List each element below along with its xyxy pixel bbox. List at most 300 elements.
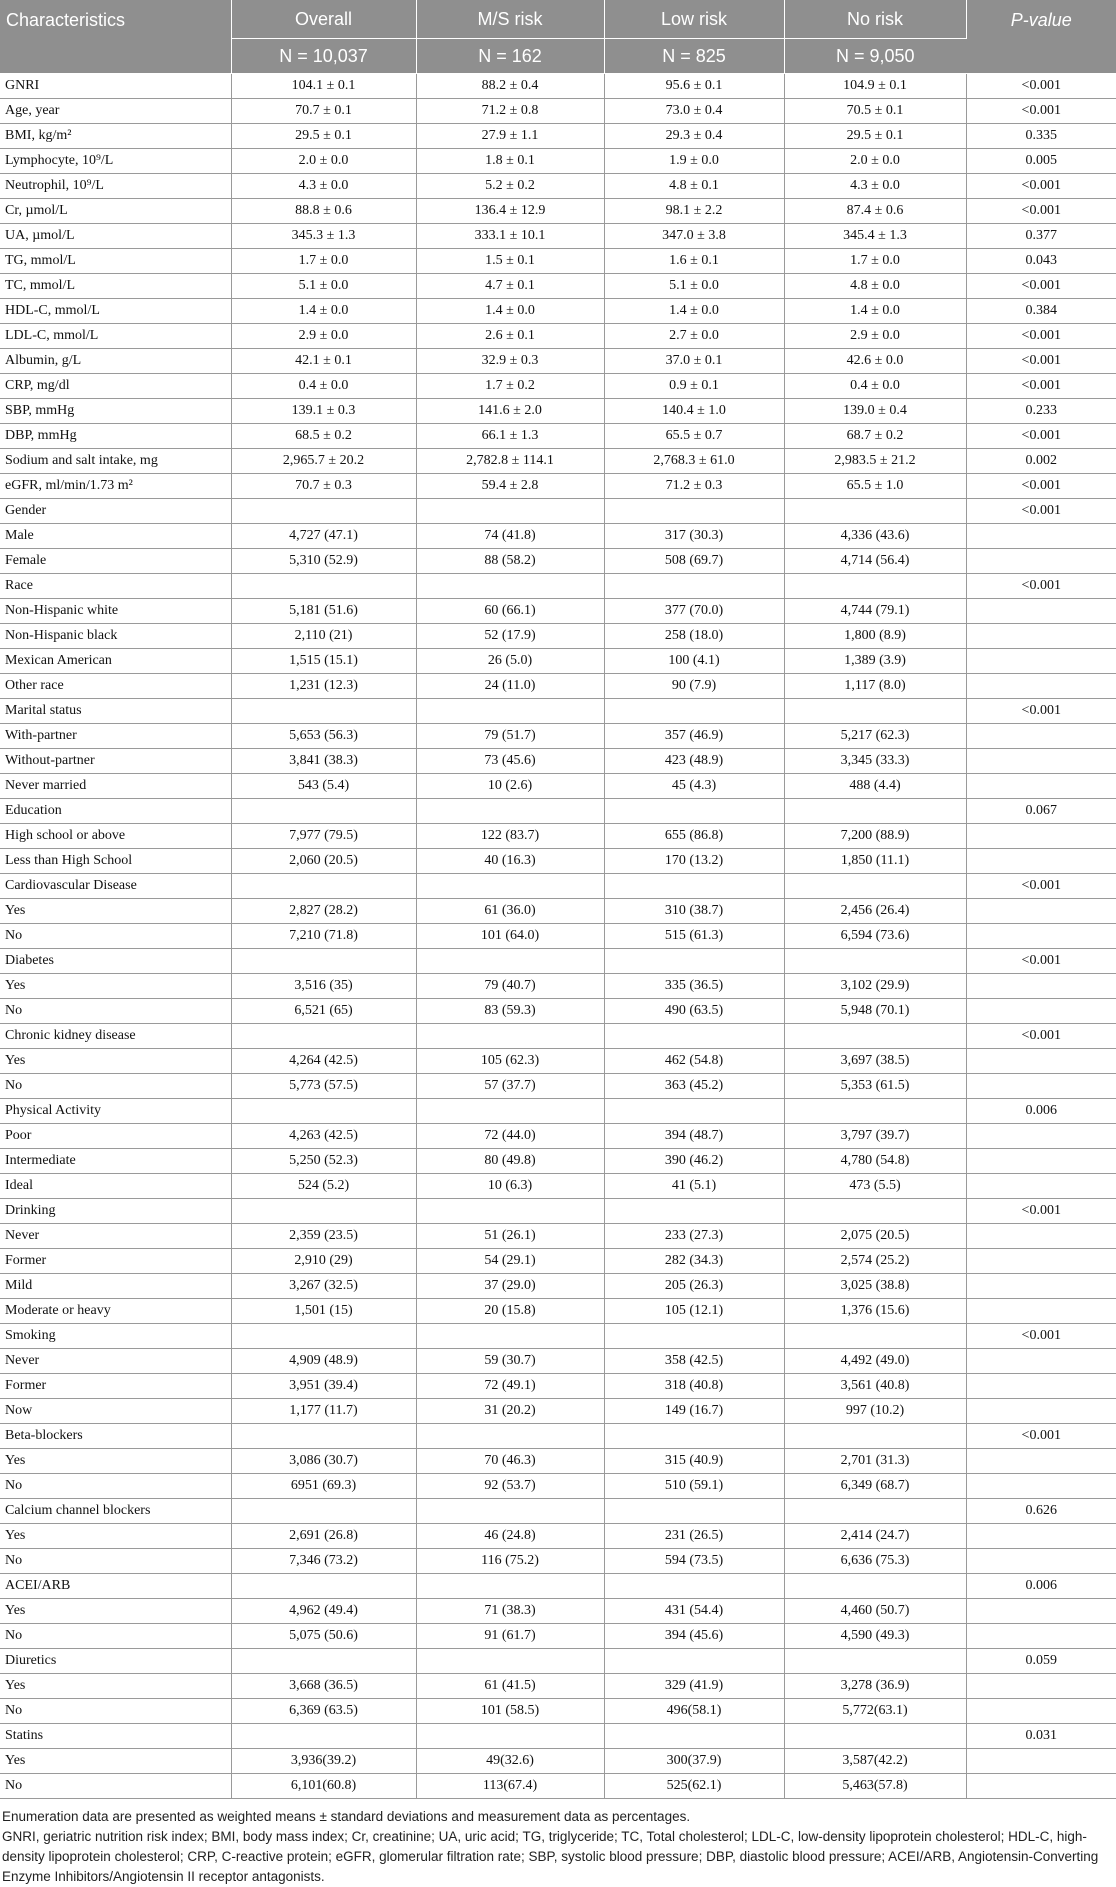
cell-low-risk [604, 874, 784, 899]
table-row [0, 1174, 1116, 1199]
cell-no-risk: 4,492 (49.0) [784, 1349, 966, 1374]
row-label: Former [0, 1374, 231, 1399]
cell-low-risk: 37.0 ± 0.1 [604, 349, 784, 374]
header-characteristics: Characteristics [0, 0, 231, 74]
cell-ms-risk: 61 (36.0) [416, 899, 604, 924]
cell-ms-risk: 54 (29.1) [416, 1249, 604, 1274]
row-label: Yes [0, 1674, 231, 1699]
row-label: Diuretics [0, 1649, 231, 1674]
cell-p-value [966, 1474, 1116, 1499]
table-row [0, 1699, 1116, 1724]
cell-p-value [966, 1149, 1116, 1174]
cell-low-risk: 1.9 ± 0.0 [604, 149, 784, 174]
cell-overall: 3,668 (36.5) [231, 1674, 416, 1699]
row-label: Smoking [0, 1324, 231, 1349]
table-row [0, 999, 1116, 1024]
row-label: Ideal [0, 1174, 231, 1199]
cell-low-risk [604, 949, 784, 974]
cell-no-risk [784, 1199, 966, 1224]
cell-overall [231, 574, 416, 599]
cell-p-value [966, 1399, 1116, 1424]
cell-ms-risk: 88 (58.2) [416, 549, 604, 574]
cell-low-risk: 510 (59.1) [604, 1474, 784, 1499]
cell-p-value [966, 1174, 1116, 1199]
cell-overall: 2.0 ± 0.0 [231, 149, 416, 174]
cell-low-risk: 394 (48.7) [604, 1124, 784, 1149]
cell-no-risk: 1,376 (15.6) [784, 1299, 966, 1324]
cell-low-risk: 1.4 ± 0.0 [604, 299, 784, 324]
cell-overall: 5,075 (50.6) [231, 1624, 416, 1649]
cell-p-value: <0.001 [966, 349, 1116, 374]
cell-overall: 2.9 ± 0.0 [231, 324, 416, 349]
table-row [0, 724, 1116, 749]
table-row [0, 899, 1116, 924]
cell-low-risk: 335 (36.5) [604, 974, 784, 999]
cell-overall: 6,101(60.8) [231, 1774, 416, 1799]
cell-overall: 524 (5.2) [231, 1174, 416, 1199]
cell-low-risk: 170 (13.2) [604, 849, 784, 874]
row-label: Neutrophil, 10⁹/L [0, 174, 231, 199]
row-label: No [0, 1549, 231, 1574]
cell-overall: 345.3 ± 1.3 [231, 224, 416, 249]
table-row [0, 1124, 1116, 1149]
cell-p-value [966, 1374, 1116, 1399]
cell-overall: 7,977 (79.5) [231, 824, 416, 849]
cell-overall: 42.1 ± 0.1 [231, 349, 416, 374]
cell-low-risk: 140.4 ± 1.0 [604, 399, 784, 424]
cell-no-risk: 488 (4.4) [784, 774, 966, 799]
cell-ms-risk: 26 (5.0) [416, 649, 604, 674]
cell-overall: 3,936(39.2) [231, 1749, 416, 1774]
table-row [0, 349, 1116, 374]
table-row [0, 1374, 1116, 1399]
table-row [0, 1224, 1116, 1249]
cell-p-value: 0.006 [966, 1099, 1116, 1124]
cell-low-risk [604, 574, 784, 599]
cell-ms-risk: 66.1 ± 1.3 [416, 424, 604, 449]
cell-p-value: <0.001 [966, 324, 1116, 349]
cell-p-value [966, 849, 1116, 874]
table-row [0, 824, 1116, 849]
row-label: Yes [0, 899, 231, 924]
row-label: GNRI [0, 74, 231, 99]
cell-p-value [966, 674, 1116, 699]
table-row [0, 1474, 1116, 1499]
cell-no-risk [784, 499, 966, 524]
cell-ms-risk [416, 1424, 604, 1449]
cell-no-risk [784, 1574, 966, 1599]
cell-no-risk: 4,714 (56.4) [784, 549, 966, 574]
header-low-risk: Low risk [604, 0, 784, 39]
table-row [0, 1599, 1116, 1624]
table-row [0, 1399, 1116, 1424]
table-row [0, 424, 1116, 449]
cell-low-risk: 315 (40.9) [604, 1449, 784, 1474]
cell-low-risk: 390 (46.2) [604, 1149, 784, 1174]
cell-no-risk: 2,574 (25.2) [784, 1249, 966, 1274]
header-overall: Overall [231, 0, 416, 39]
cell-no-risk: 5,948 (70.1) [784, 999, 966, 1024]
cell-overall: 5,250 (52.3) [231, 1149, 416, 1174]
table-row [0, 499, 1116, 524]
cell-overall: 2,691 (26.8) [231, 1524, 416, 1549]
cell-overall: 5,653 (56.3) [231, 724, 416, 749]
row-label: Now [0, 1399, 231, 1424]
cell-p-value [966, 1124, 1116, 1149]
cell-no-risk: 1,800 (8.9) [784, 624, 966, 649]
row-label: Marital status [0, 699, 231, 724]
cell-overall: 0.4 ± 0.0 [231, 374, 416, 399]
cell-low-risk: 2,768.3 ± 61.0 [604, 449, 784, 474]
cell-ms-risk: 80 (49.8) [416, 1149, 604, 1174]
cell-low-risk [604, 1324, 784, 1349]
row-label: Yes [0, 1599, 231, 1624]
row-label: Beta-blockers [0, 1424, 231, 1449]
cell-low-risk: 45 (4.3) [604, 774, 784, 799]
row-label: HDL-C, mmol/L [0, 299, 231, 324]
cell-no-risk: 7,200 (88.9) [784, 824, 966, 849]
cell-overall: 4,727 (47.1) [231, 524, 416, 549]
row-label: No [0, 1699, 231, 1724]
cell-p-value [966, 1774, 1116, 1799]
cell-ms-risk: 72 (44.0) [416, 1124, 604, 1149]
cell-low-risk: 490 (63.5) [604, 999, 784, 1024]
cell-ms-risk [416, 1099, 604, 1124]
table-row [0, 149, 1116, 174]
cell-ms-risk: 4.7 ± 0.1 [416, 274, 604, 299]
table-row [0, 99, 1116, 124]
cell-overall: 70.7 ± 0.1 [231, 99, 416, 124]
cell-overall: 1.4 ± 0.0 [231, 299, 416, 324]
cell-low-risk: 5.1 ± 0.0 [604, 274, 784, 299]
table-row [0, 1499, 1116, 1524]
cell-p-value [966, 649, 1116, 674]
cell-low-risk: 310 (38.7) [604, 899, 784, 924]
cell-ms-risk: 32.9 ± 0.3 [416, 349, 604, 374]
table-row [0, 1249, 1116, 1274]
cell-ms-risk: 71 (38.3) [416, 1599, 604, 1624]
cell-p-value: 0.059 [966, 1649, 1116, 1674]
cell-no-risk: 4,460 (50.7) [784, 1599, 966, 1624]
row-label: Never [0, 1224, 231, 1249]
row-label: Female [0, 549, 231, 574]
cell-no-risk: 1,389 (3.9) [784, 649, 966, 674]
row-label: ACEI/ARB [0, 1574, 231, 1599]
cell-no-risk [784, 1024, 966, 1049]
cell-overall: 2,060 (20.5) [231, 849, 416, 874]
footnote-data-presentation: Enumeration data are presented as weighted means ± standard deviations and measurement data as percentages. [2, 1809, 691, 1824]
table-row [0, 324, 1116, 349]
cell-no-risk: 3,345 (33.3) [784, 749, 966, 774]
cell-overall [231, 1424, 416, 1449]
cell-no-risk [784, 1649, 966, 1674]
cell-no-risk: 3,025 (38.8) [784, 1274, 966, 1299]
cell-ms-risk: 24 (11.0) [416, 674, 604, 699]
row-label: Gender [0, 499, 231, 524]
row-label: TG, mmol/L [0, 249, 231, 274]
row-label: High school or above [0, 824, 231, 849]
cell-p-value: 0.031 [966, 1724, 1116, 1749]
cell-p-value: 0.377 [966, 224, 1116, 249]
cell-overall [231, 1724, 416, 1749]
cell-ms-risk: 2,782.8 ± 114.1 [416, 449, 604, 474]
cell-overall [231, 1199, 416, 1224]
cell-low-risk: 105 (12.1) [604, 1299, 784, 1324]
header-no-risk: No risk [784, 0, 966, 39]
cell-low-risk: 65.5 ± 0.7 [604, 424, 784, 449]
cell-low-risk: 71.2 ± 0.3 [604, 474, 784, 499]
cell-no-risk: 2,075 (20.5) [784, 1224, 966, 1249]
table-row [0, 449, 1116, 474]
cell-low-risk [604, 1649, 784, 1674]
table-row [0, 674, 1116, 699]
cell-low-risk: 462 (54.8) [604, 1049, 784, 1074]
header-n-no-risk: N = 9,050 [784, 39, 966, 74]
cell-p-value: <0.001 [966, 574, 1116, 599]
cell-low-risk: 347.0 ± 3.8 [604, 224, 784, 249]
header-n-ms-risk: N = 162 [416, 39, 604, 74]
cell-ms-risk: 74 (41.8) [416, 524, 604, 549]
cell-ms-risk: 57 (37.7) [416, 1074, 604, 1099]
cell-ms-risk: 1.4 ± 0.0 [416, 299, 604, 324]
cell-p-value: <0.001 [966, 1424, 1116, 1449]
row-label: Poor [0, 1124, 231, 1149]
cell-no-risk: 6,349 (68.7) [784, 1474, 966, 1499]
cell-ms-risk [416, 1024, 604, 1049]
cell-p-value: <0.001 [966, 474, 1116, 499]
cell-low-risk [604, 1099, 784, 1124]
cell-no-risk: 2,414 (24.7) [784, 1524, 966, 1549]
cell-p-value: <0.001 [966, 1199, 1116, 1224]
cell-overall: 5,310 (52.9) [231, 549, 416, 574]
cell-p-value: <0.001 [966, 424, 1116, 449]
table-row [0, 1574, 1116, 1599]
cell-no-risk: 1.4 ± 0.0 [784, 299, 966, 324]
row-label: Non-Hispanic white [0, 599, 231, 624]
table-row [0, 799, 1116, 824]
cell-no-risk [784, 1324, 966, 1349]
cell-overall [231, 1649, 416, 1674]
cell-p-value [966, 1699, 1116, 1724]
table-row [0, 1099, 1116, 1124]
cell-p-value: 0.384 [966, 299, 1116, 324]
cell-ms-risk: 88.2 ± 0.4 [416, 74, 604, 99]
cell-overall: 4.3 ± 0.0 [231, 174, 416, 199]
cell-no-risk: 5,463(57.8) [784, 1774, 966, 1799]
cell-no-risk: 4.8 ± 0.0 [784, 274, 966, 299]
cell-no-risk: 2,456 (26.4) [784, 899, 966, 924]
cell-no-risk: 3,697 (38.5) [784, 1049, 966, 1074]
table-row [0, 599, 1116, 624]
cell-p-value: <0.001 [966, 174, 1116, 199]
cell-low-risk: 431 (54.4) [604, 1599, 784, 1624]
cell-p-value [966, 1274, 1116, 1299]
cell-p-value: <0.001 [966, 99, 1116, 124]
row-label: Cr, µmol/L [0, 199, 231, 224]
table-row [0, 1624, 1116, 1649]
cell-no-risk: 4.3 ± 0.0 [784, 174, 966, 199]
row-label: DBP, mmHg [0, 424, 231, 449]
row-label: Non-Hispanic black [0, 624, 231, 649]
row-label: No [0, 999, 231, 1024]
cell-no-risk: 5,772(63.1) [784, 1699, 966, 1724]
cell-overall: 1,515 (15.1) [231, 649, 416, 674]
table-row [0, 1349, 1116, 1374]
cell-p-value [966, 1599, 1116, 1624]
table-row [0, 1299, 1116, 1324]
table-row [0, 1549, 1116, 1574]
cell-no-risk: 4,336 (43.6) [784, 524, 966, 549]
table-row [0, 1024, 1116, 1049]
row-label: UA, µmol/L [0, 224, 231, 249]
cell-p-value [966, 1524, 1116, 1549]
cell-low-risk: 394 (45.6) [604, 1624, 784, 1649]
cell-low-risk: 231 (26.5) [604, 1524, 784, 1549]
cell-low-risk: 282 (34.3) [604, 1249, 784, 1274]
cell-overall: 2,110 (21) [231, 624, 416, 649]
cell-ms-risk: 52 (17.9) [416, 624, 604, 649]
table-row [0, 224, 1116, 249]
header-row [0, 0, 1116, 39]
row-label: Albumin, g/L [0, 349, 231, 374]
cell-ms-risk: 333.1 ± 10.1 [416, 224, 604, 249]
table-row [0, 399, 1116, 424]
cell-low-risk: 41 (5.1) [604, 1174, 784, 1199]
cell-no-risk: 3,278 (36.9) [784, 1674, 966, 1699]
row-label: With-partner [0, 724, 231, 749]
cell-overall: 4,264 (42.5) [231, 1049, 416, 1074]
cell-ms-risk: 116 (75.2) [416, 1549, 604, 1574]
cell-low-risk: 515 (61.3) [604, 924, 784, 949]
cell-overall [231, 1099, 416, 1124]
cell-overall [231, 799, 416, 824]
cell-p-value: 0.002 [966, 449, 1116, 474]
table-row [0, 274, 1116, 299]
row-label: Yes [0, 1449, 231, 1474]
cell-ms-risk: 59 (30.7) [416, 1349, 604, 1374]
cell-p-value [966, 1549, 1116, 1574]
cell-low-risk [604, 1724, 784, 1749]
cell-low-risk: 329 (41.9) [604, 1674, 784, 1699]
cell-no-risk: 3,797 (39.7) [784, 1124, 966, 1149]
cell-ms-risk: 92 (53.7) [416, 1474, 604, 1499]
row-label: Yes [0, 974, 231, 999]
cell-ms-risk: 105 (62.3) [416, 1049, 604, 1074]
header-p-value-label: P-value [1010, 10, 1072, 30]
cell-overall: 2,359 (23.5) [231, 1224, 416, 1249]
cell-low-risk [604, 1199, 784, 1224]
cell-ms-risk: 70 (46.3) [416, 1449, 604, 1474]
cell-overall: 5,773 (57.5) [231, 1074, 416, 1099]
cell-ms-risk: 37 (29.0) [416, 1274, 604, 1299]
cell-overall: 3,841 (38.3) [231, 749, 416, 774]
cell-no-risk: 1,850 (11.1) [784, 849, 966, 874]
cell-low-risk: 98.1 ± 2.2 [604, 199, 784, 224]
cell-ms-risk: 101 (64.0) [416, 924, 604, 949]
cell-no-risk [784, 1724, 966, 1749]
cell-no-risk: 6,636 (75.3) [784, 1549, 966, 1574]
cell-low-risk: 205 (26.3) [604, 1274, 784, 1299]
table-row [0, 1749, 1116, 1774]
cell-p-value: 0.233 [966, 399, 1116, 424]
cell-overall: 3,267 (32.5) [231, 1274, 416, 1299]
cell-p-value [966, 549, 1116, 574]
cell-low-risk: 594 (73.5) [604, 1549, 784, 1574]
table-row [0, 549, 1116, 574]
cell-ms-risk [416, 1724, 604, 1749]
cell-ms-risk: 60 (66.1) [416, 599, 604, 624]
table-row [0, 749, 1116, 774]
row-label: Intermediate [0, 1149, 231, 1174]
cell-overall [231, 699, 416, 724]
table-row [0, 74, 1116, 99]
table-row [0, 124, 1116, 149]
row-label: Age, year [0, 99, 231, 124]
cell-no-risk [784, 574, 966, 599]
cell-ms-risk: 31 (20.2) [416, 1399, 604, 1424]
cell-no-risk: 3,561 (40.8) [784, 1374, 966, 1399]
cell-p-value: 0.067 [966, 799, 1116, 824]
cell-no-risk [784, 799, 966, 824]
cell-ms-risk: 91 (61.7) [416, 1624, 604, 1649]
table-row [0, 1274, 1116, 1299]
cell-p-value: 0.005 [966, 149, 1116, 174]
cell-overall: 139.1 ± 0.3 [231, 399, 416, 424]
cell-overall: 7,210 (71.8) [231, 924, 416, 949]
cell-ms-risk: 49(32.6) [416, 1749, 604, 1774]
cell-ms-risk [416, 1199, 604, 1224]
cell-p-value [966, 1674, 1116, 1699]
table-row [0, 1774, 1116, 1799]
row-label: eGFR, ml/min/1.73 m² [0, 474, 231, 499]
cell-p-value: <0.001 [966, 199, 1116, 224]
header-p-value [966, 0, 1116, 74]
cell-overall [231, 1499, 416, 1524]
row-label: CRP, mg/dl [0, 374, 231, 399]
cell-overall: 1,231 (12.3) [231, 674, 416, 699]
cell-ms-risk: 2.6 ± 0.1 [416, 324, 604, 349]
cell-low-risk: 0.9 ± 0.1 [604, 374, 784, 399]
cell-no-risk: 2,983.5 ± 21.2 [784, 449, 966, 474]
cell-overall: 29.5 ± 0.1 [231, 124, 416, 149]
table-row [0, 474, 1116, 499]
cell-low-risk: 73.0 ± 0.4 [604, 99, 784, 124]
cell-p-value [966, 1249, 1116, 1274]
cell-no-risk: 1,117 (8.0) [784, 674, 966, 699]
cell-overall: 5,181 (51.6) [231, 599, 416, 624]
cell-ms-risk [416, 1324, 604, 1349]
footnote-abbreviations: GNRI, geriatric nutrition risk index; BMI, body mass index; Cr, creatinine; UA, uric acid; TG, triglyceride; TC, Total cholesterol; LDL-C, low-density lipoprotein cholesterol; HDL-C, high-density lipoprotein cholesterol; CRP, C-reactive protein; eGFR, glomerular filtration rate; SBP, systolic blood pressure; DBP, diastolic blood pressure; ACEI/ARB, Angiotensin-Converting Enzyme Inhibitors/Angiotensin II receptor antagonists. [2, 1829, 1099, 1884]
cell-no-risk: 65.5 ± 1.0 [784, 474, 966, 499]
cell-overall [231, 1024, 416, 1049]
cell-overall: 104.1 ± 0.1 [231, 74, 416, 99]
cell-overall: 1.7 ± 0.0 [231, 249, 416, 274]
row-label: Mexican American [0, 649, 231, 674]
cell-no-risk: 345.4 ± 1.3 [784, 224, 966, 249]
cell-low-risk: 363 (45.2) [604, 1074, 784, 1099]
cell-low-risk [604, 699, 784, 724]
cell-low-risk [604, 1574, 784, 1599]
cell-overall: 68.5 ± 0.2 [231, 424, 416, 449]
cell-no-risk [784, 699, 966, 724]
cell-p-value [966, 749, 1116, 774]
cell-low-risk: 317 (30.3) [604, 524, 784, 549]
cell-no-risk [784, 1424, 966, 1449]
cell-low-risk: 357 (46.9) [604, 724, 784, 749]
cell-overall [231, 1324, 416, 1349]
cell-low-risk [604, 1024, 784, 1049]
cell-ms-risk [416, 574, 604, 599]
